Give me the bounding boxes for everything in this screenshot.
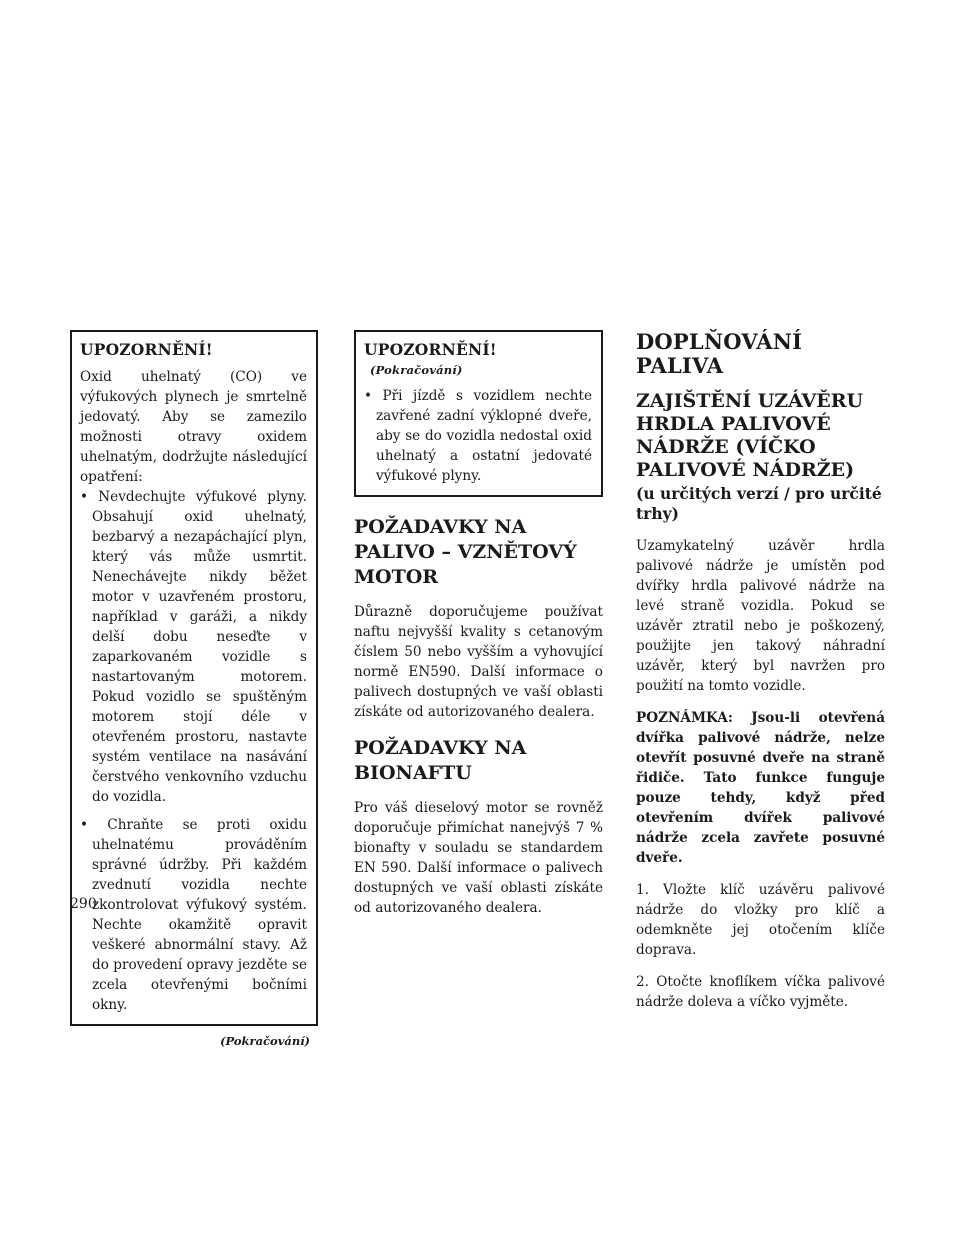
warning-bullets [364, 386, 592, 486]
sub-title: ZAJIŠTĚNÍ UZÁVĚRU HRDLA PALIVOVÉ NÁDRŽE (VÍČKO PALIVOVÉ NÁDRŽE) [636, 390, 864, 481]
step-item: 2. Otočte knoflíkem víčka palivové nádrže doleva a víčko vyjměte. [636, 974, 885, 1010]
column-right [636, 330, 885, 1024]
warning-box-continued [354, 330, 603, 497]
warning-bullet: • Nevdechujte výfukové plyny. Obsahují oxid uhelnatý, bezbarvý a nezapáchající plyn, který vás může usmrtit. Nenechávejte nikdy běžet motor v uzavřeném prostoru, například v garáži, a nikdy delší dobu neseďte v zaparkovaném vozidle s nastartovaným motorem. Pokud vozidlo se spuštěným motorem stojí déle v otevřeném prostoru, nastavte systém ventilace na nasávání čerstvého venkovního vzduchu do vozidla. [80, 489, 307, 805]
warning-bullet: • Chraňte se proti oxidu uhelnatému prováděním správné údržby. Při každém zvednutí vozidla nechte zkontrolovat výfukový systém. Nechte okamžitě opravit veškeré abnormální stavy. Až do provedení opravy jezděte se zcela otevřenými bočními okny. [80, 817, 307, 1013]
note-text: POZNÁMKA: Jsou-li otevřená dvířka palivové nádrže, nelze otevřít posuvné dveře na straně řidiče. Tato funkce funguje pouze tehdy, když před otevřením dvířek palivové nádrže zcela zavřete posuvné dveře. [636, 710, 885, 866]
page-number: 290 [70, 896, 97, 912]
warning-bullet: • Při jízdě s vozidlem nechte zavřené zadní výklopné dveře, aby se do vozidla nedostal oxid uhelnatý a ostatní jedovaté výfukové plyny. [364, 388, 592, 484]
section-title-biodiesel: POŽADAVKY NA BIONAFTU [354, 737, 527, 784]
sub-note: (u určitých verzí / pro určité trhy) [636, 484, 882, 523]
warning-bullets [80, 487, 307, 1015]
column-left [70, 330, 318, 1048]
warning-box [70, 330, 318, 1026]
continued-label: (Pokračování) [220, 1034, 310, 1048]
section-text-biodiesel: Pro váš dieselový motor se rovněž doporučuje přimíchat nanejvýš 7 % bionafty v souladu se standardem EN 590. Další informace o palivech dostupných ve vaší oblasti získáte od autorizovaného dealera. [354, 800, 603, 916]
warning-title [364, 340, 592, 378]
section-title-fuel: POŽADAVKY NA PALIVO – VZNĚTOVÝ MOTOR [354, 516, 577, 588]
column-middle [354, 330, 603, 930]
warning-intro: Oxid uhelnatý (CO) ve výfukových plynech je smrtelně jedovatý. Aby se zamezilo možnosti otravy oxidem uhelnatým, dodržujte následující opatření: [80, 369, 307, 485]
main-title: DOPLŇOVÁNÍ PALIVA [636, 329, 803, 378]
step-item: 1. Vložte klíč uzávěru palivové nádrže do vložky pro klíč a odemkněte jej otočením klíče doprava. [636, 882, 885, 958]
warning-title: UPOZORNĚNÍ! [80, 340, 213, 359]
intro-text: Uzamykatelný uzávěr hrdla palivové nádrže je umístěn pod dvířky hrdla palivové nádrže na levé straně vozidla. Pokud se uzávěr ztratil nebo je poškozený, použijte jen takový náhradní uzávěr, který byl navržen pro použití na tomto vozidle. [636, 538, 885, 694]
warning-title-text: UPOZORNĚNÍ! [364, 340, 497, 359]
continued-label: (Pokračování) [370, 363, 463, 377]
section-text-fuel: Důrazně doporučujeme používat naftu nejvyšší kvality s cetanovým číslem 50 nebo vyšším a vyhovující normě EN590. Další informace o palivech dostupných ve vaší oblasti získáte od autorizovaného dealera. [354, 604, 603, 720]
